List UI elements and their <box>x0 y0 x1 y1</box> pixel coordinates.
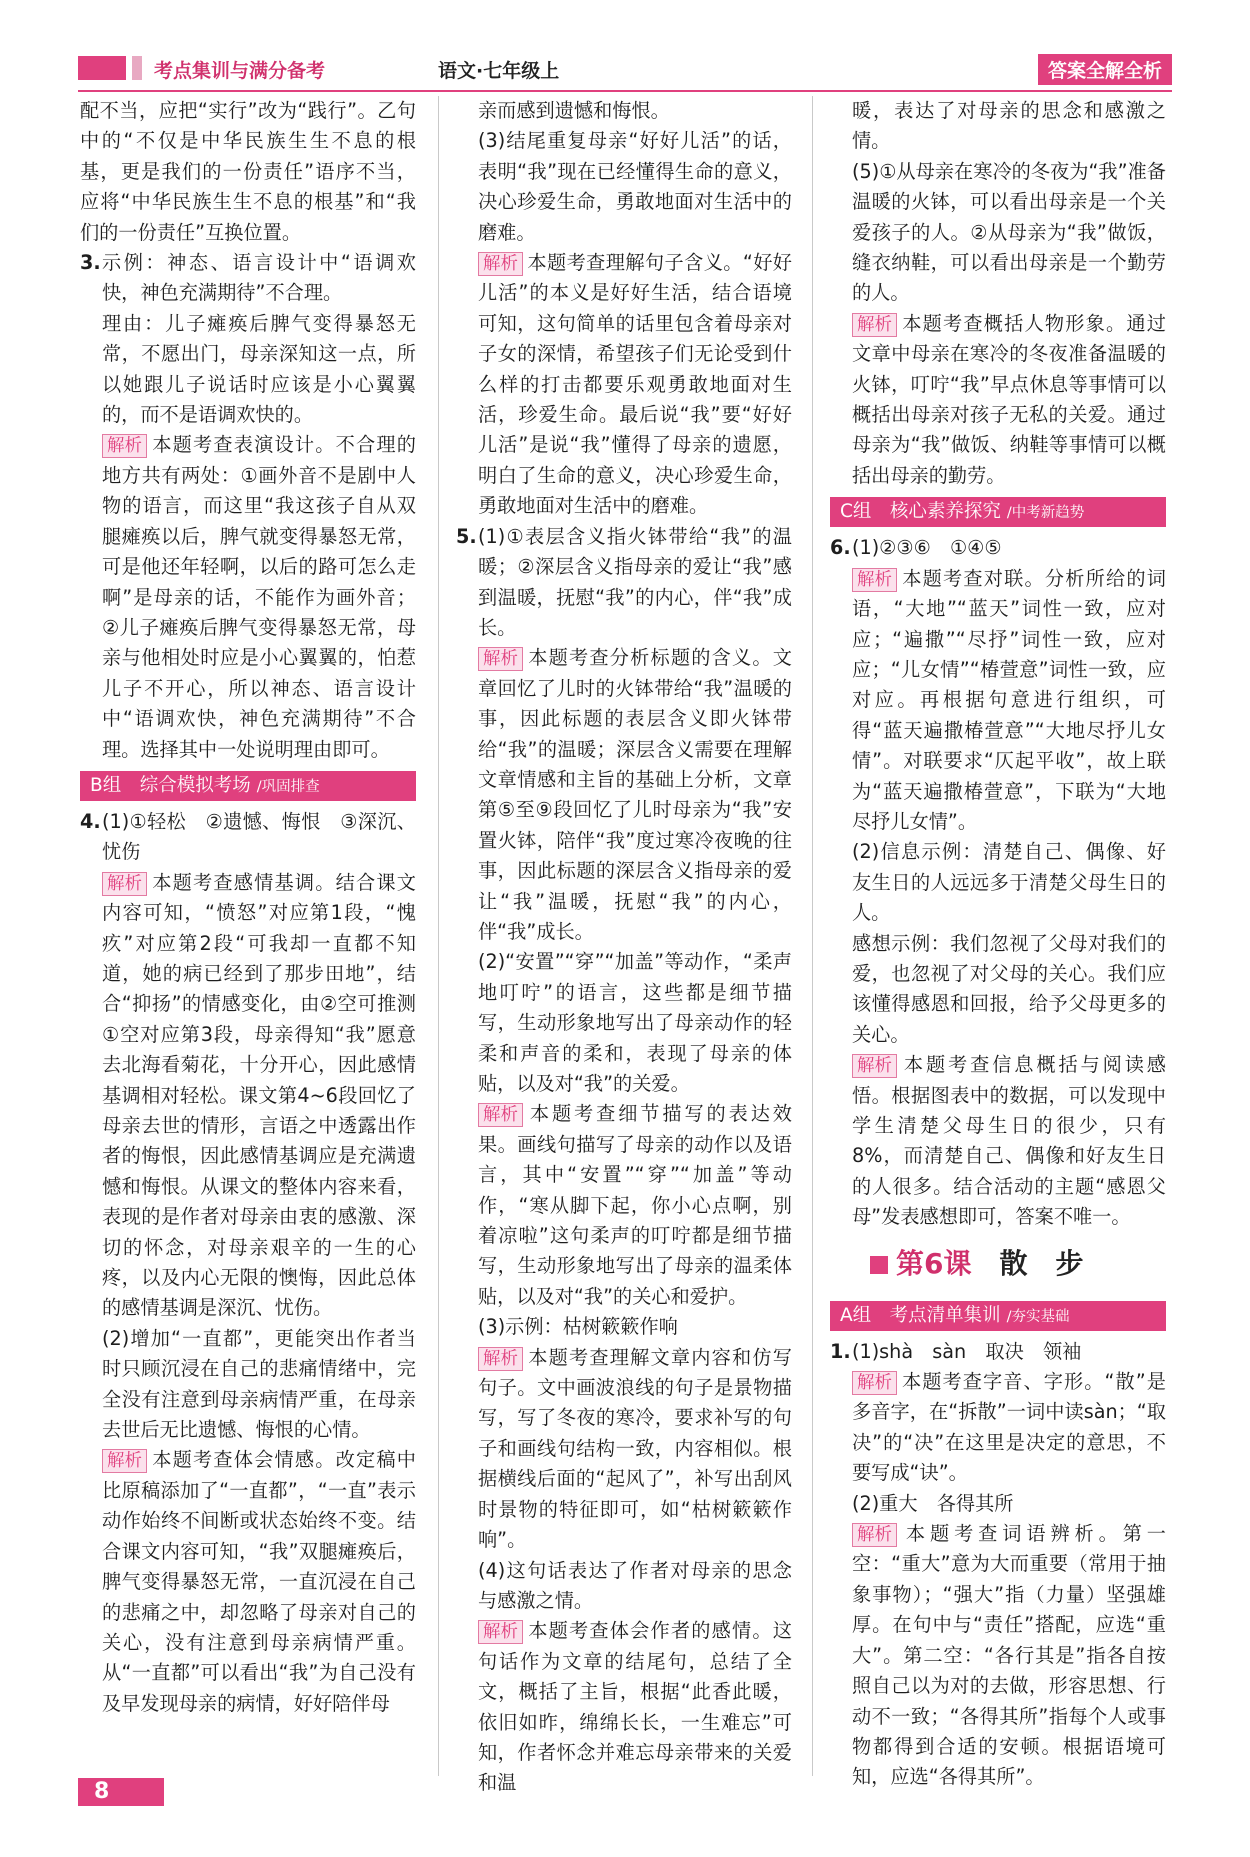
answer-text: 理由：儿子瘫痪后脾气变得暴怒无常，不愿出门，母亲深知这一点，所以她跟儿子说话时应该是小心翼翼的，而不是语调欢快的。 <box>102 311 416 427</box>
header-accent-bar-light <box>132 56 142 80</box>
answer-text: (2)重大 各得其所 <box>852 1491 1014 1515</box>
analysis <box>478 1343 792 1556</box>
question-4-cont <box>456 96 792 522</box>
section-b-heading: B组 综合模拟考场 /巩固排查 <box>80 771 416 801</box>
analysis-tag: 解析 <box>102 434 147 458</box>
analysis-tag: 解析 <box>852 313 897 337</box>
subject-label: 语文·七年级上 <box>438 60 560 82</box>
analysis <box>852 1367 1166 1489</box>
analysis <box>478 1616 792 1798</box>
question-number: 5. <box>456 524 477 548</box>
analysis-tag: 解析 <box>478 1103 523 1127</box>
analysis-text: 本题考查感情基调。结合课文内容可知，“愤怒”对应第1段，“愧疚”对应第2段“可我却一直都不知道，她的病已经到了那步田地”，结合“抑扬”的情感变化，由②空可推测①空对应第3段，母亲得知“我”愿意去北海看菊花，十分开心，因此感情基调相对轻松。课文第4~6段回忆了母亲去世的情形，言语之中透露出作者的悔恨，因此感情基调应是充满遗憾和悔恨。从课文的整体内容来看，表现的是作者对母亲由衷的感激、深切的怀念，对母亲艰辛的一生的心疼，以及内心无限的懊悔，因此总体的感情基调是深沉、忧伤。 <box>102 870 416 1320</box>
analysis-text: 本题考查理解文章内容和仿写句子。文中画波浪线的句子是景物描写，写了冬夜的寒冷，要求补写的句子和画线句结构一致，内容相似。根据横线后面的“起风了”，补写出刮风时景物的特征即可，如“枯树簌簌作响”。 <box>478 1345 792 1552</box>
analysis <box>478 643 792 947</box>
analysis-tag: 解析 <box>852 1523 897 1547</box>
answer-text: (3)示例：枯树簌簌作响 <box>478 1315 678 1339</box>
lesson-heading <box>830 1233 1166 1295</box>
analysis-text: 本题考查分析标题的含义。文章回忆了儿时的火钵带给“我”温暖的事，因此标题的表层含义即火钵带给“我”的温暖；深层含义需要在理解文章情感和主旨的基础上分析，文章第⑤至⑨段回忆了儿时母亲为“我”安置火钵，陪伴“我”度过寒冷夜晚的往事，因此标题的深层含义指母亲的爱让“我”温暖，抚慰“我”的内心，伴“我”成长。 <box>478 646 792 943</box>
answer-text: (2)增加“一直都”，更能突出作者当时只顾沉浸在自己的悲痛情绪中，完全没有注意到母亲病情严重，在母亲去世后无比遗憾、悔恨的心情。 <box>102 1326 416 1442</box>
analysis-text: 本题考查表演设计。不合理的地方共有两处：①画外音不是剧中人物的语言，而这里“我这孩子自从双腿瘫痪以后，脾气就变得暴怒无常，可是他还年轻啊，以后的路可怎么走啊”是母亲的话，不能作为画外音；②儿子瘫痪后脾气变得暴怒无常，母亲与他相处时应是小心翼翼的，怕惹儿子不开心，所以神态、语言设计中“语调欢快，神色充满期待”不合理。选择其中一处说明理由即可。 <box>102 433 416 761</box>
answer-badge: 答案全解全析 <box>1038 54 1172 85</box>
question-1 <box>830 1337 1166 1793</box>
analysis-tag: 解析 <box>852 1371 897 1395</box>
analysis <box>852 1519 1166 1793</box>
paragraph: 亲而感到遗憾和悔恨。 <box>478 99 670 122</box>
answer-text: 感想示例：我们忽视了父母对我们的爱，也忽视了对父母的关心。我们应该懂得感恩和回报，给予父母更多的关心。 <box>852 931 1166 1046</box>
answer-text: (2)信息示例：清楚自己、偶像、好友生日的人远远多于清楚父母生日的人。 <box>852 840 1166 925</box>
answer-text: (1)①轻松 ②遗憾、悔恨 ③深沉、忧伤 <box>102 809 416 864</box>
question-number: 1. <box>830 1339 851 1363</box>
analysis <box>102 430 416 764</box>
answer-text: (1)shà sàn 取决 领袖 <box>852 1339 1082 1363</box>
analysis <box>852 564 1166 838</box>
answer-text: (4)这句话表达了作者对母亲的思念与感激之情。 <box>478 1558 792 1612</box>
analysis-tag: 解析 <box>478 1620 523 1644</box>
answer-text: (1)①表层含义指火钵带给“我”的温暖；②深层含义指母亲的爱让“我”感到温暖，抚慰“我”的内心，伴“我”成长。 <box>478 524 792 639</box>
question-5-cont <box>830 96 1166 491</box>
answer-text: (3)结尾重复母亲“好好儿活”的话，表明“我”现在已经懂得生命的意义，决心珍爱生命，勇敢地面对生活中的磨难。 <box>478 129 792 244</box>
lesson-title: 散 步 <box>999 1246 1084 1280</box>
analysis <box>852 1050 1166 1232</box>
analysis-tag: 解析 <box>478 1347 523 1371</box>
question-number: 3. <box>80 251 101 275</box>
question-6 <box>830 533 1166 1232</box>
analysis-text: 本题考查字音、字形。“散”是多音字，在“拆散”一词中读sàn；“取决”的“决”在这里是决定的意思，不要写成“诀”。 <box>852 1370 1166 1485</box>
analysis-tag: 解析 <box>852 568 897 592</box>
question-number: 6. <box>830 536 851 560</box>
section-a-heading: A组 考点清单集训 /夯实基础 <box>830 1301 1166 1331</box>
analysis-tag: 解析 <box>102 1449 147 1473</box>
question-number: 4. <box>80 809 101 833</box>
header-rule <box>78 90 1172 92</box>
analysis-tag: 解析 <box>852 1054 897 1078</box>
column-3 <box>830 96 1166 1793</box>
page-number: 8 <box>78 1778 164 1806</box>
analysis-tag: 解析 <box>478 252 523 276</box>
book-title: 考点集训与满分备考 <box>154 60 326 82</box>
analysis-tag: 解析 <box>102 872 147 896</box>
analysis-text: 本题考查对联。分析所给的词语，“大地”“蓝天”词性一致，应对应；“遍撒”“尽抒”词性一致，应对应；“儿女情”“椿萱意”词性一致，应对应。再根据句意进行组织，可得“蓝天遍撒椿萱意”“大地尽抒儿女情”。对联要求“仄起平收”，故上联为“蓝天遍撒椿萱意”，下联为“大地尽抒儿女情”。 <box>852 566 1166 833</box>
paragraph: 暖，表达了对母亲的思念和感激之情。 <box>852 99 1166 153</box>
analysis-text: 本题考查细节描写的表达效果。画线句描写了母亲的动作以及语言，其中“安置”“穿”“加盖”等动作，“寒从脚下起，你小心点啊，别着凉啦”这句柔声的叮咛都是细节描写，生动形象地写出了母亲的温柔体贴，以及对“我”的关心和爱护。 <box>478 1102 792 1308</box>
analysis-text: 本题考查信息概括与阅读感悟。根据图表中的数据，可以发现中学生清楚父母生日的很少，只有8%，而清楚自己、偶像和好友生日的人很多。结合活动的主题“感恩父母”发表感想即可，答案不唯一。 <box>852 1053 1166 1229</box>
answer-text: (1)②③⑥ ①④⑤ <box>852 536 1002 560</box>
square-icon <box>870 1256 888 1274</box>
answer-text: (2)“安置”“穿”“加盖”等动作，“柔声地叮咛”的语言，这些都是细节描写，生动形象地写出了母亲动作的轻柔和声音的柔和，表现了母亲的体贴，以及对“我”的关爱。 <box>478 950 792 1095</box>
column-1 <box>80 96 416 1719</box>
analysis <box>852 309 1166 491</box>
question-4 <box>80 807 416 1719</box>
column-divider <box>812 96 813 1776</box>
analysis-text: 本题考查概括人物形象。通过文章中母亲在寒冷的冬夜准备温暖的火钵，叮咛“我”早点休息等事情可以概括出母亲对孩子无私的关爱。通过母亲为“我”做饭、纳鞋等事情可以概括出母亲的勤劳。 <box>852 311 1166 487</box>
page-header <box>78 52 1172 84</box>
analysis-text: 本题考查体会情感。改定稿中比原稿添加了“一直都”，“一直”表示动作始终不间断或状态始终不变。结合课文内容可知，“我”双腿瘫痪后，脾气变得暴怒无常，一直沉浸在自己的悲痛之中，却忽略了母亲对自己的关心，没有注意到母亲病情严重。从“一直都”可以看出“我”为自己没有及早发现母亲的病情，好好陪伴母 <box>102 1448 416 1715</box>
answer-text: (5)①从母亲在寒冷的冬夜为“我”准备温暖的火钵，可以看出母亲是一个关爱孩子的人。②从母亲为“我”做饭，缝衣纳鞋，可以看出母亲是一个勤劳的人。 <box>852 159 1166 305</box>
column-divider <box>438 96 439 1776</box>
analysis <box>478 1099 792 1312</box>
question-5 <box>456 522 792 1799</box>
header-accent-bar <box>78 56 126 80</box>
analysis-tag: 解析 <box>478 647 523 671</box>
section-c-heading: C组 核心素养探究 /中考新趋势 <box>830 497 1166 527</box>
analysis <box>478 248 792 522</box>
analysis-text: 本题考查理解句子含义。“好好儿活”的本义是好好生活，结合语境可知，这句简单的话里包含着母亲对子女的深情，希望孩子们无论受到什么样的打击都要乐观勇敢地面对生活，珍爱生命。最后说“我”要“好好儿活”是说“我”懂得了母亲的遗愿，明白了生命的意义，决心珍爱生命，勇敢地面对生活中的磨难。 <box>478 251 792 518</box>
lesson-number: 第6课 <box>896 1246 972 1280</box>
paragraph: 配不当，应把“实行”改为“践行”。乙句中的“不仅是中华民族生生不息的根基，更是我们的一份责任”语序不当，应将“中华民族生生不息的根基”和“我们的一份责任”互换位置。 <box>80 99 416 244</box>
analysis-text: 本题考查体会作者的感情。这句话作为文章的结尾句，总结了全文，概括了主旨，根据“此香此暖，依旧如昨，绵绵长长，一生难忘”可知，作者怀念并难忘母亲带来的关爱和温 <box>478 1619 792 1795</box>
answer-text: 示例：神态、语言设计中“语调欢快，神色充满期待”不合理。 <box>102 251 416 305</box>
question-3 <box>80 248 416 765</box>
column-2 <box>456 96 792 1799</box>
analysis <box>102 1445 416 1719</box>
analysis <box>102 868 416 1324</box>
analysis-text: 本题考查词语辨析。第一空：“重大”意为大而重要（常用于抽象事物）；“强大”指（力量）坚强雄厚。在句中与“责任”搭配，应选“重大”。第二空：“各行其是”指各自按照自己以为对的去做，形容思想、行动不一致；“各得其所”指每个人或事物都得到合适的安顿。根据语境可知，应选“各得其所”。 <box>852 1522 1166 1789</box>
